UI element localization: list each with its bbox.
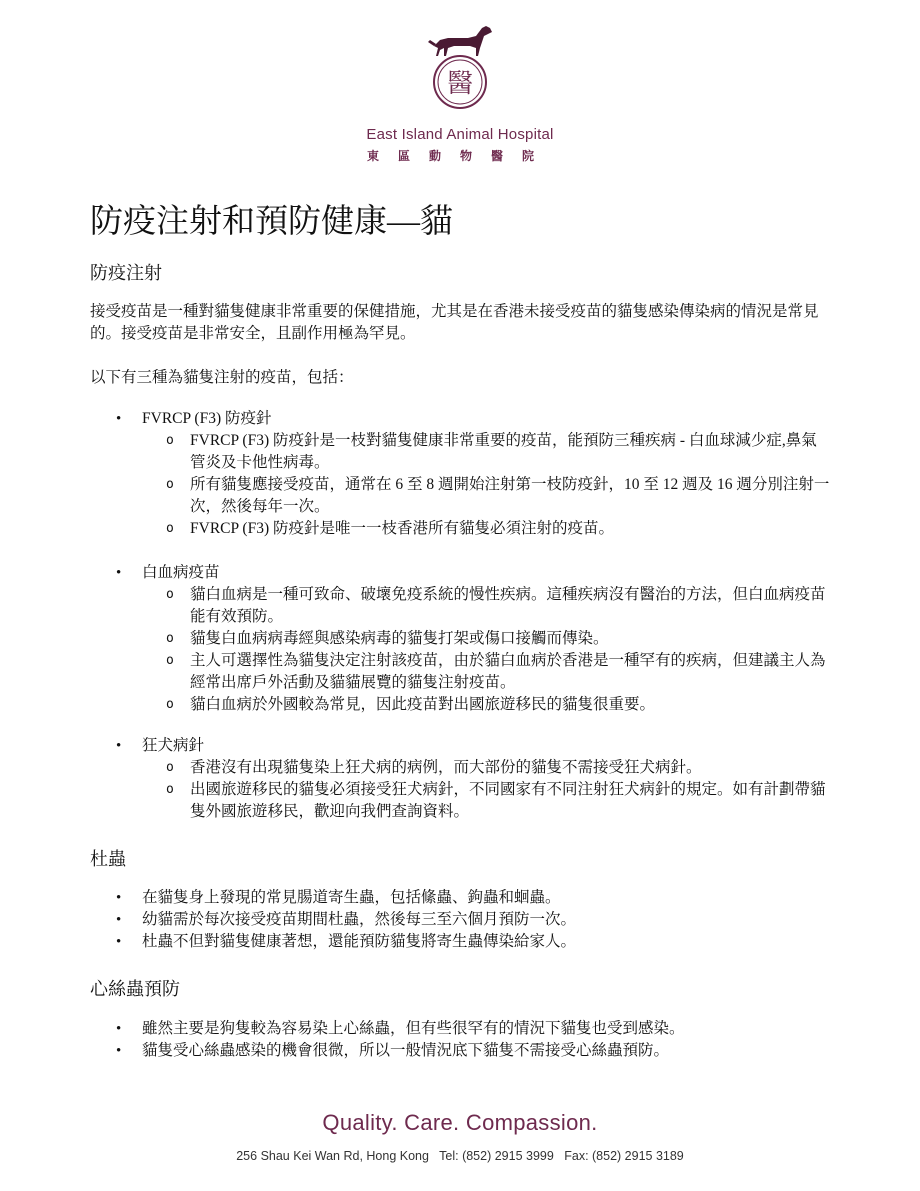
vaccination-lead: 以下有三種為貓隻注射的疫苗，包括：: [90, 369, 354, 386]
vaccination-intro: 接受疫苗是一種對貓隻健康非常重要的保健措施，尤其是在香港未接受疫苗的貓隻感染傳染病的情況是常見的。接受疫苗是非常安全，且副作用極為罕見。: [90, 303, 819, 342]
list-item: [90, 735, 832, 823]
list-item: [90, 408, 832, 540]
list-item: [90, 562, 832, 716]
list-item: o FVRCP (F3) 防疫針是一枝對貓隻健康非常重要的疫苗，能預防三種疾病 - 白血球減少症,鼻氣管炎及卡他性病毒。: [140, 430, 832, 474]
list-item: o 主人可選擇性為貓隻決定注射該疫苗，由於貓白血病於香港是一種罕有的疾病，但建議主人為經常出席戶外活動及貓貓展覽的貓隻注射疫苗。: [140, 650, 832, 694]
hospital-name-zh: 東區動物醫院: [366, 149, 553, 163]
list-item: o 香港沒有出現貓隻染上狂犬病的病例，而大部份的貓隻不需接受狂犬病針。: [140, 757, 832, 779]
vaccine-label: 狂犬病針: [142, 737, 205, 754]
list-item: o 貓白血病於外國較為常見，因此疫苗對出國旅遊移民的貓隻很重要。: [140, 694, 832, 716]
svg-text:醫: 醫: [446, 69, 474, 99]
vaccine-list: [90, 408, 832, 540]
footer-address: 256 Shau Kei Wan Rd, Hong Kong Tel: (852) 2915 3999 Fax: (852) 2915 3189: [236, 1149, 684, 1163]
section-heading-heartworm: 心絲蟲預防: [90, 979, 180, 999]
dog-emblem-icon: [420, 16, 500, 112]
deworming-list: [90, 887, 832, 953]
list-item: o FVRCP (F3) 防疫針是唯一一枝香港所有貓隻必須注射的疫苗。: [140, 518, 832, 540]
section-heading-deworming: 杜蟲: [90, 849, 126, 869]
sub-list: [142, 757, 832, 823]
vaccine-label: 白血病疫苗: [142, 564, 220, 581]
list-item: o 出國旅遊移民的貓隻必須接受狂犬病針，不同國家有不同注射狂犬病針的規定。如有計劃帶貓隻外國旅遊移民，歡迎向我們查詢資料。: [140, 779, 832, 823]
sub-list: [142, 584, 832, 716]
vaccine-label: FVRCP (F3) 防疫針: [142, 410, 272, 427]
list-item: • 貓隻受心絲蟲感染的機會很微，所以一般情況底下貓隻不需接受心絲蟲預防。: [90, 1040, 832, 1062]
hospital-name-en: East Island Animal Hospital: [366, 126, 554, 143]
hospital-logo: [0, 16, 920, 163]
vaccine-list: [90, 562, 832, 716]
list-item: • 幼貓需於每次接受疫苗期間杜蟲，然後每三至六個月預防一次。: [90, 909, 832, 931]
list-item: o 貓隻白血病病毒經與感染病毒的貓隻打架或傷口接觸而傳染。: [140, 628, 832, 650]
sub-list: [142, 430, 832, 540]
heartworm-list: [90, 1018, 832, 1062]
footer-tagline: Quality. Care. Compassion.: [322, 1110, 598, 1135]
list-item: o 貓白血病是一種可致命、破壞免疫系統的慢性疾病。這種疾病沒有醫治的方法，但白血病疫苗能有效預防。: [140, 584, 832, 628]
list-item: • 雖然主要是狗隻較為容易染上心絲蟲，但有些很罕有的情況下貓隻也受到感染。: [90, 1018, 832, 1040]
list-item: • 杜蟲不但對貓隻健康著想，還能預防貓隻將寄生蟲傳染給家人。: [90, 931, 832, 953]
page-title: 防疫注射和預防健康—貓: [90, 204, 453, 240]
list-item: • 在貓隻身上發現的常見腸道寄生蟲，包括絛蟲、鉤蟲和蛔蟲。: [90, 887, 832, 909]
section-heading-vaccination: 防疫注射: [90, 263, 162, 283]
list-item: o 所有貓隻應接受疫苗，通常在 6 至 8 週開始注射第一枝防疫針，10 至 12 週及 16 週分別注射一次，然後每年一次。: [140, 474, 832, 518]
vaccine-list: [90, 735, 832, 823]
